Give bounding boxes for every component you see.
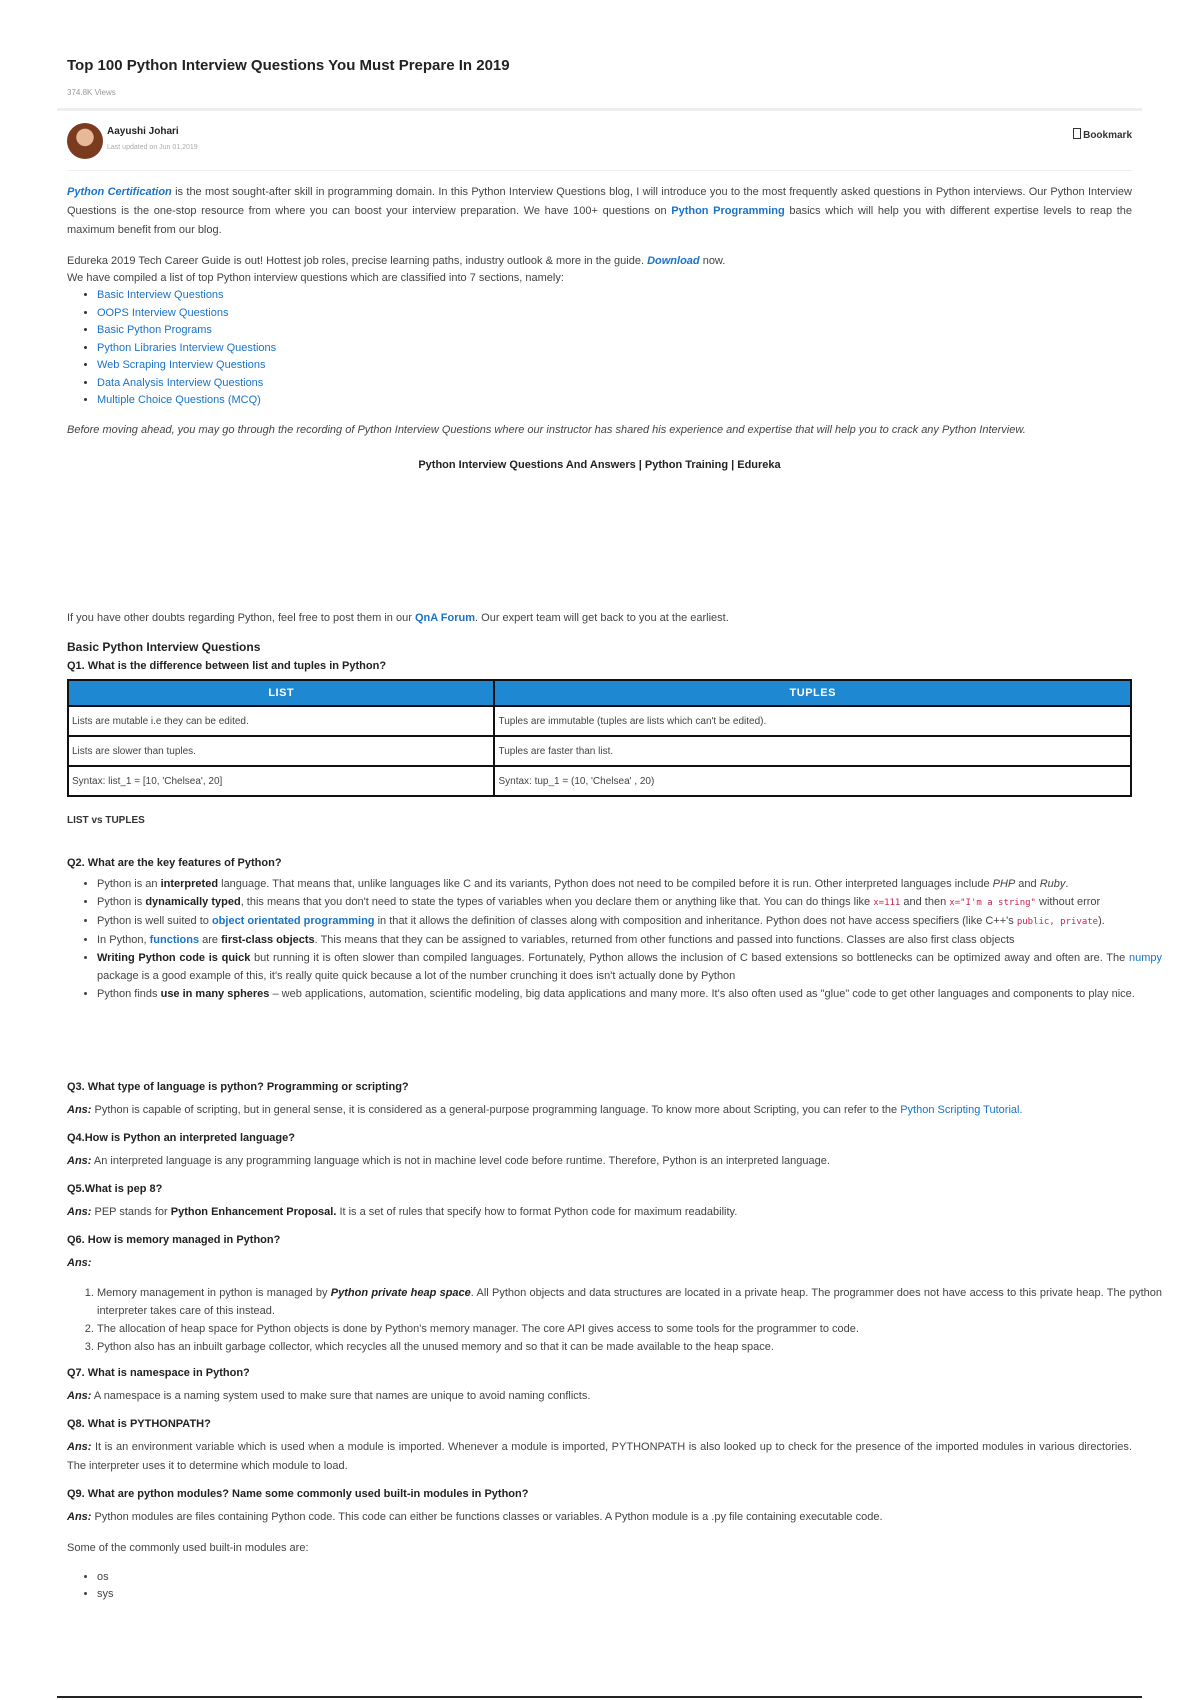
author-divider	[67, 170, 1132, 171]
list-item: • Python is well suited to object orientated programming in that it allows the definition of classes along with composition and inheritance. Python does not have access specifiers (like C++'s public, private).	[97, 912, 1162, 931]
table-caption: LIST vs TUPLES	[67, 815, 145, 826]
forum-text: If you have other doubts regarding Python, feel free to post them in our QnA Forum. Our expert team will get back to you at the earliest.	[67, 612, 729, 624]
question-heading: Q2. What are the key features of Python?	[67, 857, 282, 869]
page-title: Top 100 Python Interview Questions You Must Prepare In 2019	[67, 57, 510, 74]
toc-link[interactable]: Basic Python Programs	[97, 324, 212, 336]
bookmark-icon	[1073, 128, 1081, 139]
toc-link[interactable]: Python Libraries Interview Questions	[97, 341, 277, 354]
intro-paragraph: Python Certification is the most sought-after skill in programming domain. In this Python Interview Questions blog, I will introduce you to the most frequently asked questions in Python interviews. Our Python Interview Questions is the one-stop resource from where you can boost your interview preparation. We have 100+ questions on Python Programming basics which will help you with different expertise levels to reap the maximum benefit from our blog.	[67, 186, 1133, 236]
answer-text: Ans: A namespace is a naming system used to make sure that names are unique to avoid naming conflicts.	[67, 1390, 591, 1402]
question-heading: Q8. What is PYTHONPATH?	[67, 1418, 211, 1430]
list-item: • Writing Python code is quick but running it is often slower than compiled languages. Fortunately, Python allows the inclusion of C based extensions so bottlenecks can be optimized away and often are. The numpy package is a good example of this, it's really quite quick because a lot of the number crunching it does isn't actually done by Python	[97, 949, 1162, 985]
list-vs-tuples-table	[67, 679, 1132, 797]
table-cell: Lists are slower than tuples.	[68, 736, 494, 766]
modules-list	[67, 1569, 114, 1603]
features-list	[67, 875, 1162, 1003]
memory-list	[67, 1284, 1162, 1356]
view-count: 374.8K Views	[67, 88, 116, 97]
answer-text: Ans: An interpreted language is any programming language which is not in machine level code before runtime. Therefore, Python is an interpreted language.	[67, 1155, 830, 1167]
list-item: • Python is dynamically typed, this means that you don't need to state the types of variables when you declare them or anything like that. You can do things like x=111 and then x="I'm a string" without error	[97, 893, 1162, 912]
career-guide-text: Edureka 2019 Tech Career Guide is out! Hottest job roles, precise learning paths, industry outlook & more in the guide. Download now.	[67, 255, 726, 267]
toc-link[interactable]: Data Analysis Interview Questions	[97, 376, 264, 389]
scripting-tutorial-link[interactable]: Python Scripting Tutorial.	[900, 1104, 1023, 1116]
avatar[interactable]	[67, 123, 103, 159]
question-heading: Q4.How is Python an interpreted language?	[67, 1132, 295, 1144]
table-row	[68, 706, 1131, 736]
answer-text: Ans: Python modules are files containing Python code. This code can either be functions classes or variables. A Python module is a .py file containing executable code.	[67, 1511, 883, 1523]
list-item: • Python is an interpreted language. That means that, unlike languages like C and its variants, Python does not need to be compiled before it is run. Other interpreted languages include PHP and Ruby.	[97, 875, 1162, 893]
list-item: • sys	[97, 1586, 114, 1603]
section-heading: Basic Python Interview Questions	[67, 640, 261, 654]
author-row	[67, 120, 1132, 160]
python-programming-link[interactable]: Python Programming	[671, 205, 785, 217]
list-item: • In Python, functions are first-class objects. This means that they can be assigned to variables, returned from other functions and passed into functions. Classes are also first class objects	[97, 931, 1162, 949]
toc-link[interactable]: Web Scraping Interview Questions	[97, 359, 266, 371]
page-footer-line	[57, 1696, 1142, 1698]
list-item: • os	[97, 1569, 114, 1586]
question-heading: Q9. What are python modules? Name some commonly used built-in modules in Python?	[67, 1488, 529, 1500]
answer-label: Ans:	[67, 1257, 92, 1269]
video-intro: Before moving ahead, you may go through the recording of Python Interview Questions where our instructor has shared his experience and expertise that will help you to crack any Python Interview.	[67, 424, 1026, 436]
answer-text: Ans: PEP stands for Python Enhancement Proposal. It is a set of rules that specify how to format Python code for maximum readability.	[67, 1206, 738, 1218]
list-item: • Python finds use in many spheres – web applications, automation, scientific modeling, big data applications and many more. It's also often used as "glue" code to get other languages and components to play nice.	[97, 985, 1162, 1003]
list-item: 2. The allocation of heap space for Python objects is done by Python's memory manager. The core API gives access to some tools for the programmer to code.	[97, 1320, 1162, 1338]
question-heading: Q7. What is namespace in Python?	[67, 1367, 250, 1379]
modules-intro: Some of the commonly used built-in modules are:	[67, 1542, 309, 1554]
bookmark-button[interactable]	[1073, 128, 1132, 141]
table-row	[68, 766, 1131, 796]
toc-link[interactable]: Basic Interview Questions	[97, 289, 224, 301]
question-heading: Q3. What type of language is python? Programming or scripting?	[67, 1081, 409, 1093]
question-heading: Q5.What is pep 8?	[67, 1183, 163, 1195]
question-heading: Q6. How is memory managed in Python?	[67, 1234, 281, 1246]
toc-link[interactable]: OOPS Interview Questions	[97, 306, 229, 319]
oop-link[interactable]: object orientated programming	[211, 915, 375, 927]
table-cell: Syntax: tup_1 = (10, 'Chelsea' , 20)	[494, 766, 1131, 796]
toc-link[interactable]: Multiple Choice Questions (MCQ)	[97, 394, 261, 406]
table-cell: Lists are mutable i.e they can be edited.	[68, 706, 494, 736]
python-certification-link[interactable]: Python Certification	[67, 186, 172, 198]
download-link[interactable]: Download	[647, 255, 700, 267]
numpy-link[interactable]: numpy	[1128, 952, 1162, 964]
header-divider	[57, 108, 1142, 111]
video-title[interactable]: Python Interview Questions And Answers | Python Training | Edureka	[418, 459, 781, 471]
answer-text: Ans: It is an environment variable which is used when a module is imported. Whenever a module is imported, PYTHONPATH is also looked up to check for the presence of the imported modules in various directories. The interpreter uses it to determine which module to load.	[67, 1441, 1132, 1472]
bookmark-label: Bookmark	[1083, 130, 1132, 141]
answer-text: Ans: Python is capable of scripting, but in general sense, it is considered as a general-purpose programming language. To know more about Scripting, you can refer to the Python Scripting Tutorial.	[67, 1104, 1023, 1116]
compiled-list-intro: We have compiled a list of top Python interview questions which are classified into 7 sections, namely:	[67, 272, 564, 284]
table-cell: Syntax: list_1 = [10, 'Chelsea', 20]	[68, 766, 494, 796]
list-item: 3. Python also has an inbuilt garbage collector, which recycles all the unused memory and so that it can be made available to the heap space.	[97, 1338, 1162, 1356]
author-name[interactable]: Aayushi Johari	[107, 126, 179, 137]
qna-forum-link[interactable]: QnA Forum	[414, 612, 476, 624]
table-cell: Tuples are immutable (tuples are lists which can't be edited).	[494, 706, 1131, 736]
list-item: 1. Memory management in python is managed by Python private heap space. All Python objects and data structures are located in a private heap. The programmer does not have access to this private heap. The python interpreter takes care of this instead.	[97, 1284, 1162, 1320]
table-row	[68, 736, 1131, 766]
functions-link[interactable]: functions	[149, 934, 200, 946]
table-cell: Tuples are faster than list.	[494, 736, 1131, 766]
table-header: TUPLES	[494, 680, 1131, 706]
section-toc	[67, 287, 276, 410]
question-heading: Q1. What is the difference between list and tuples in Python?	[67, 660, 387, 672]
last-updated: Last updated on Jun 01,2019	[107, 144, 198, 151]
table-header: LIST	[68, 680, 494, 706]
